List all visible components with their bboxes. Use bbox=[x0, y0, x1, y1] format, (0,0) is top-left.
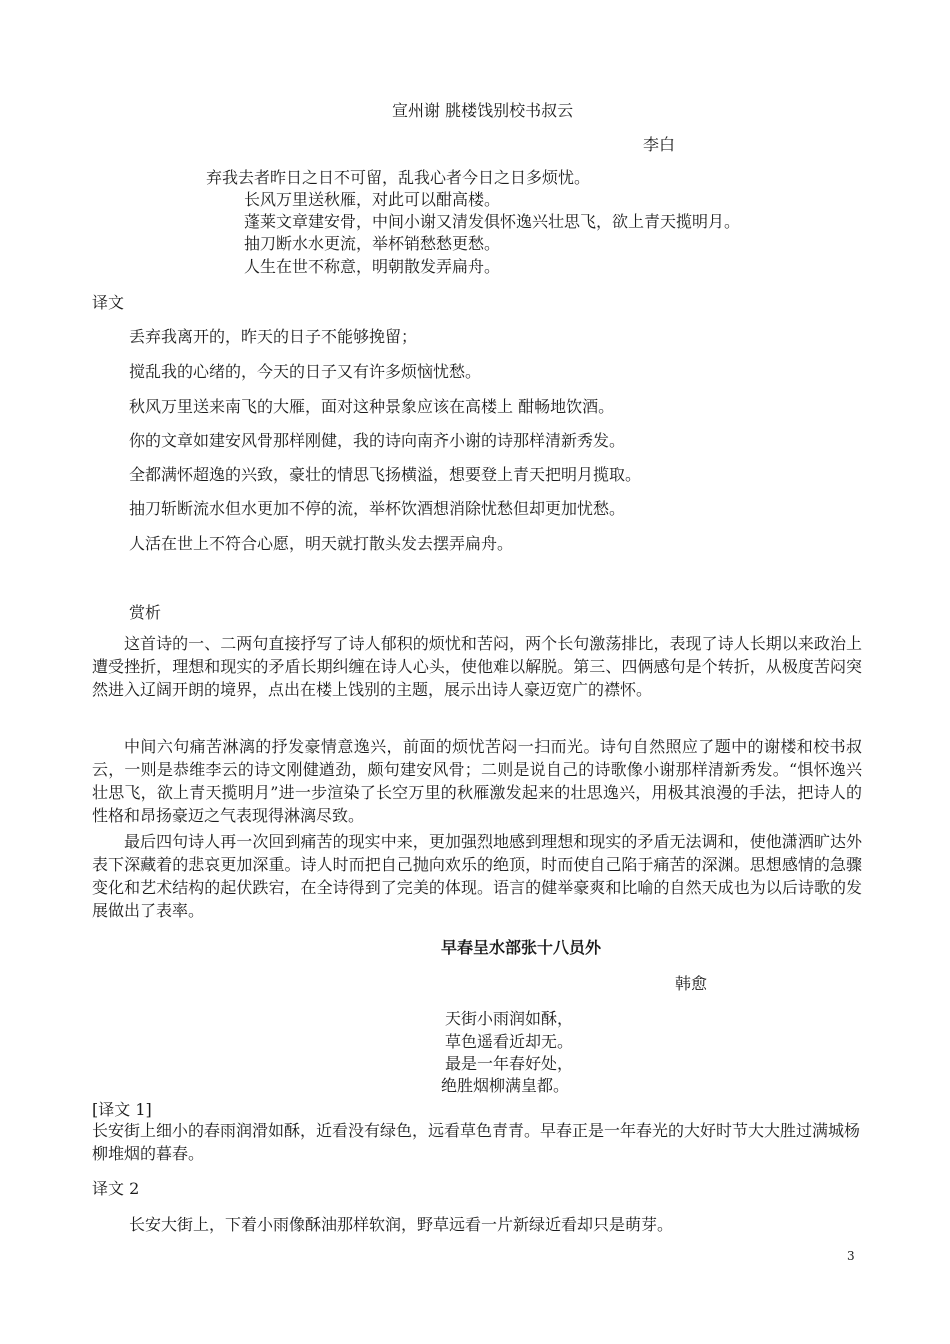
poem1-title: 宣州谢 朓楼饯别校书叔云 bbox=[392, 101, 574, 120]
poem2-line-3: 最是一年春好处， bbox=[445, 1054, 574, 1073]
appreciation-paragraph-2: 中间六句痛苦淋漓的抒发豪情意逸兴，前面的烦忧苦闷一扫而光。诗句自然照应了题中的谢楼和校书叔云，一则是恭维李云的诗文刚健遒劲，颇句建安风骨；二则是说自己的诗歌像小谢那样清新秀发。“惧怀逸兴壮思飞，欲上青天揽明月”进一步渲染了长空万里的秋雁激发起来的壮思逸兴，用极其浪漫的手法，把诗人的性格和昂扬豪迈之气表现得淋漓尽致。 bbox=[92, 737, 862, 825]
translation-line-7: 人活在世上不符合心愿，明天就打散头发去摆弄扁舟。 bbox=[129, 534, 514, 553]
poem1-author: 李白 bbox=[643, 135, 676, 154]
translation-label: 译文 bbox=[92, 293, 125, 312]
translation1-label: [译文 1] bbox=[92, 1100, 152, 1119]
page-number: 3 bbox=[847, 1249, 855, 1263]
poem1-line-5: 人生在世不称意，明朝散发弄扁舟。 bbox=[244, 257, 501, 276]
poem2-line-2: 草色遥看近却无。 bbox=[445, 1032, 574, 1051]
translation2-label: 译文 2 bbox=[92, 1179, 140, 1198]
poem1-line-2: 长风万里送秋雁，对此可以酣高楼。 bbox=[244, 190, 501, 209]
translation-line-6: 抽刀斩断流水但水更加不停的流，举杯饮酒想消除忧愁但却更加忧愁。 bbox=[129, 499, 626, 518]
translation-line-1: 丢弃我离开的，昨天的日子不能够挽留； bbox=[129, 327, 418, 346]
appreciation-label: 赏析 bbox=[129, 603, 162, 622]
translation-line-4: 你的文章如建安风骨那样刚健，我的诗向南齐小谢的诗那样清新秀发。 bbox=[129, 431, 626, 450]
poem1-line-4: 抽刀断水水更流，举杯销愁愁更愁。 bbox=[244, 234, 501, 253]
translation-line-3: 秋风万里送来南飞的大雁，面对这种景象应该在高楼上 酣畅地饮酒。 bbox=[129, 397, 615, 416]
poem1-line-1: 弃我去者昨日之日不可留，乱我心者今日之日多烦忧。 bbox=[206, 168, 591, 187]
poem2-line-1: 天街小雨润如酥， bbox=[445, 1009, 574, 1028]
poem1-line-3: 蓬莱文章建安骨，中间小谢又清发俱怀逸兴壮思飞，欲上青天揽明月。 bbox=[244, 212, 741, 231]
translation-line-2: 搅乱我的心绪的，今天的日子又有许多烦恼忧愁。 bbox=[129, 362, 482, 381]
poem2-line-4: 绝胜烟柳满皇都。 bbox=[441, 1076, 570, 1095]
translation2-text: 长安大街上，下着小雨像酥油那样软润，野草远看一片新绿近看却只是萌芽。 bbox=[129, 1215, 674, 1234]
appreciation-paragraph-3: 最后四句诗人再一次回到痛苦的现实中来，更加强烈地感到理想和现实的矛盾无法调和，使他潇洒旷达外表下深藏着的悲哀更加深重。诗人时而把自己抛向欢乐的绝顶，时而使自己陷于痛苦的深渊。思想感情的急骤变化和艺术结构的起伏跌宕，在全诗得到了完美的体现。语言的健举豪爽和比喻的自然天成也为以后诗歌的发展做出了表率。 bbox=[92, 832, 862, 920]
translation-line-5: 全都满怀超逸的兴致，豪壮的情思飞扬横溢，想要登上青天把明月揽取。 bbox=[129, 465, 642, 484]
poem2-author: 韩愈 bbox=[675, 974, 708, 993]
translation1-text: 长安街上细小的春雨润滑如酥，近看没有绿色，远看草色青青。早春正是一年春光的大好时节大大胜过满城杨柳堆烟的暮春。 bbox=[92, 1121, 861, 1163]
appreciation-paragraph-1: 这首诗的一、二两句直接抒写了诗人郁积的烦忧和苦闷，两个长句激荡排比，表现了诗人长期以来政治上遭受挫折，理想和现实的矛盾长期纠缠在诗人心头，使他难以解脱。第三、四俩感句是个转折，从极度苦闷突然进入辽阔开朗的境界，点出在楼上饯别的主题，展示出诗人豪迈宽广的襟怀。 bbox=[92, 634, 862, 699]
poem2-title: 早春呈水部张十八员外 bbox=[441, 938, 602, 957]
